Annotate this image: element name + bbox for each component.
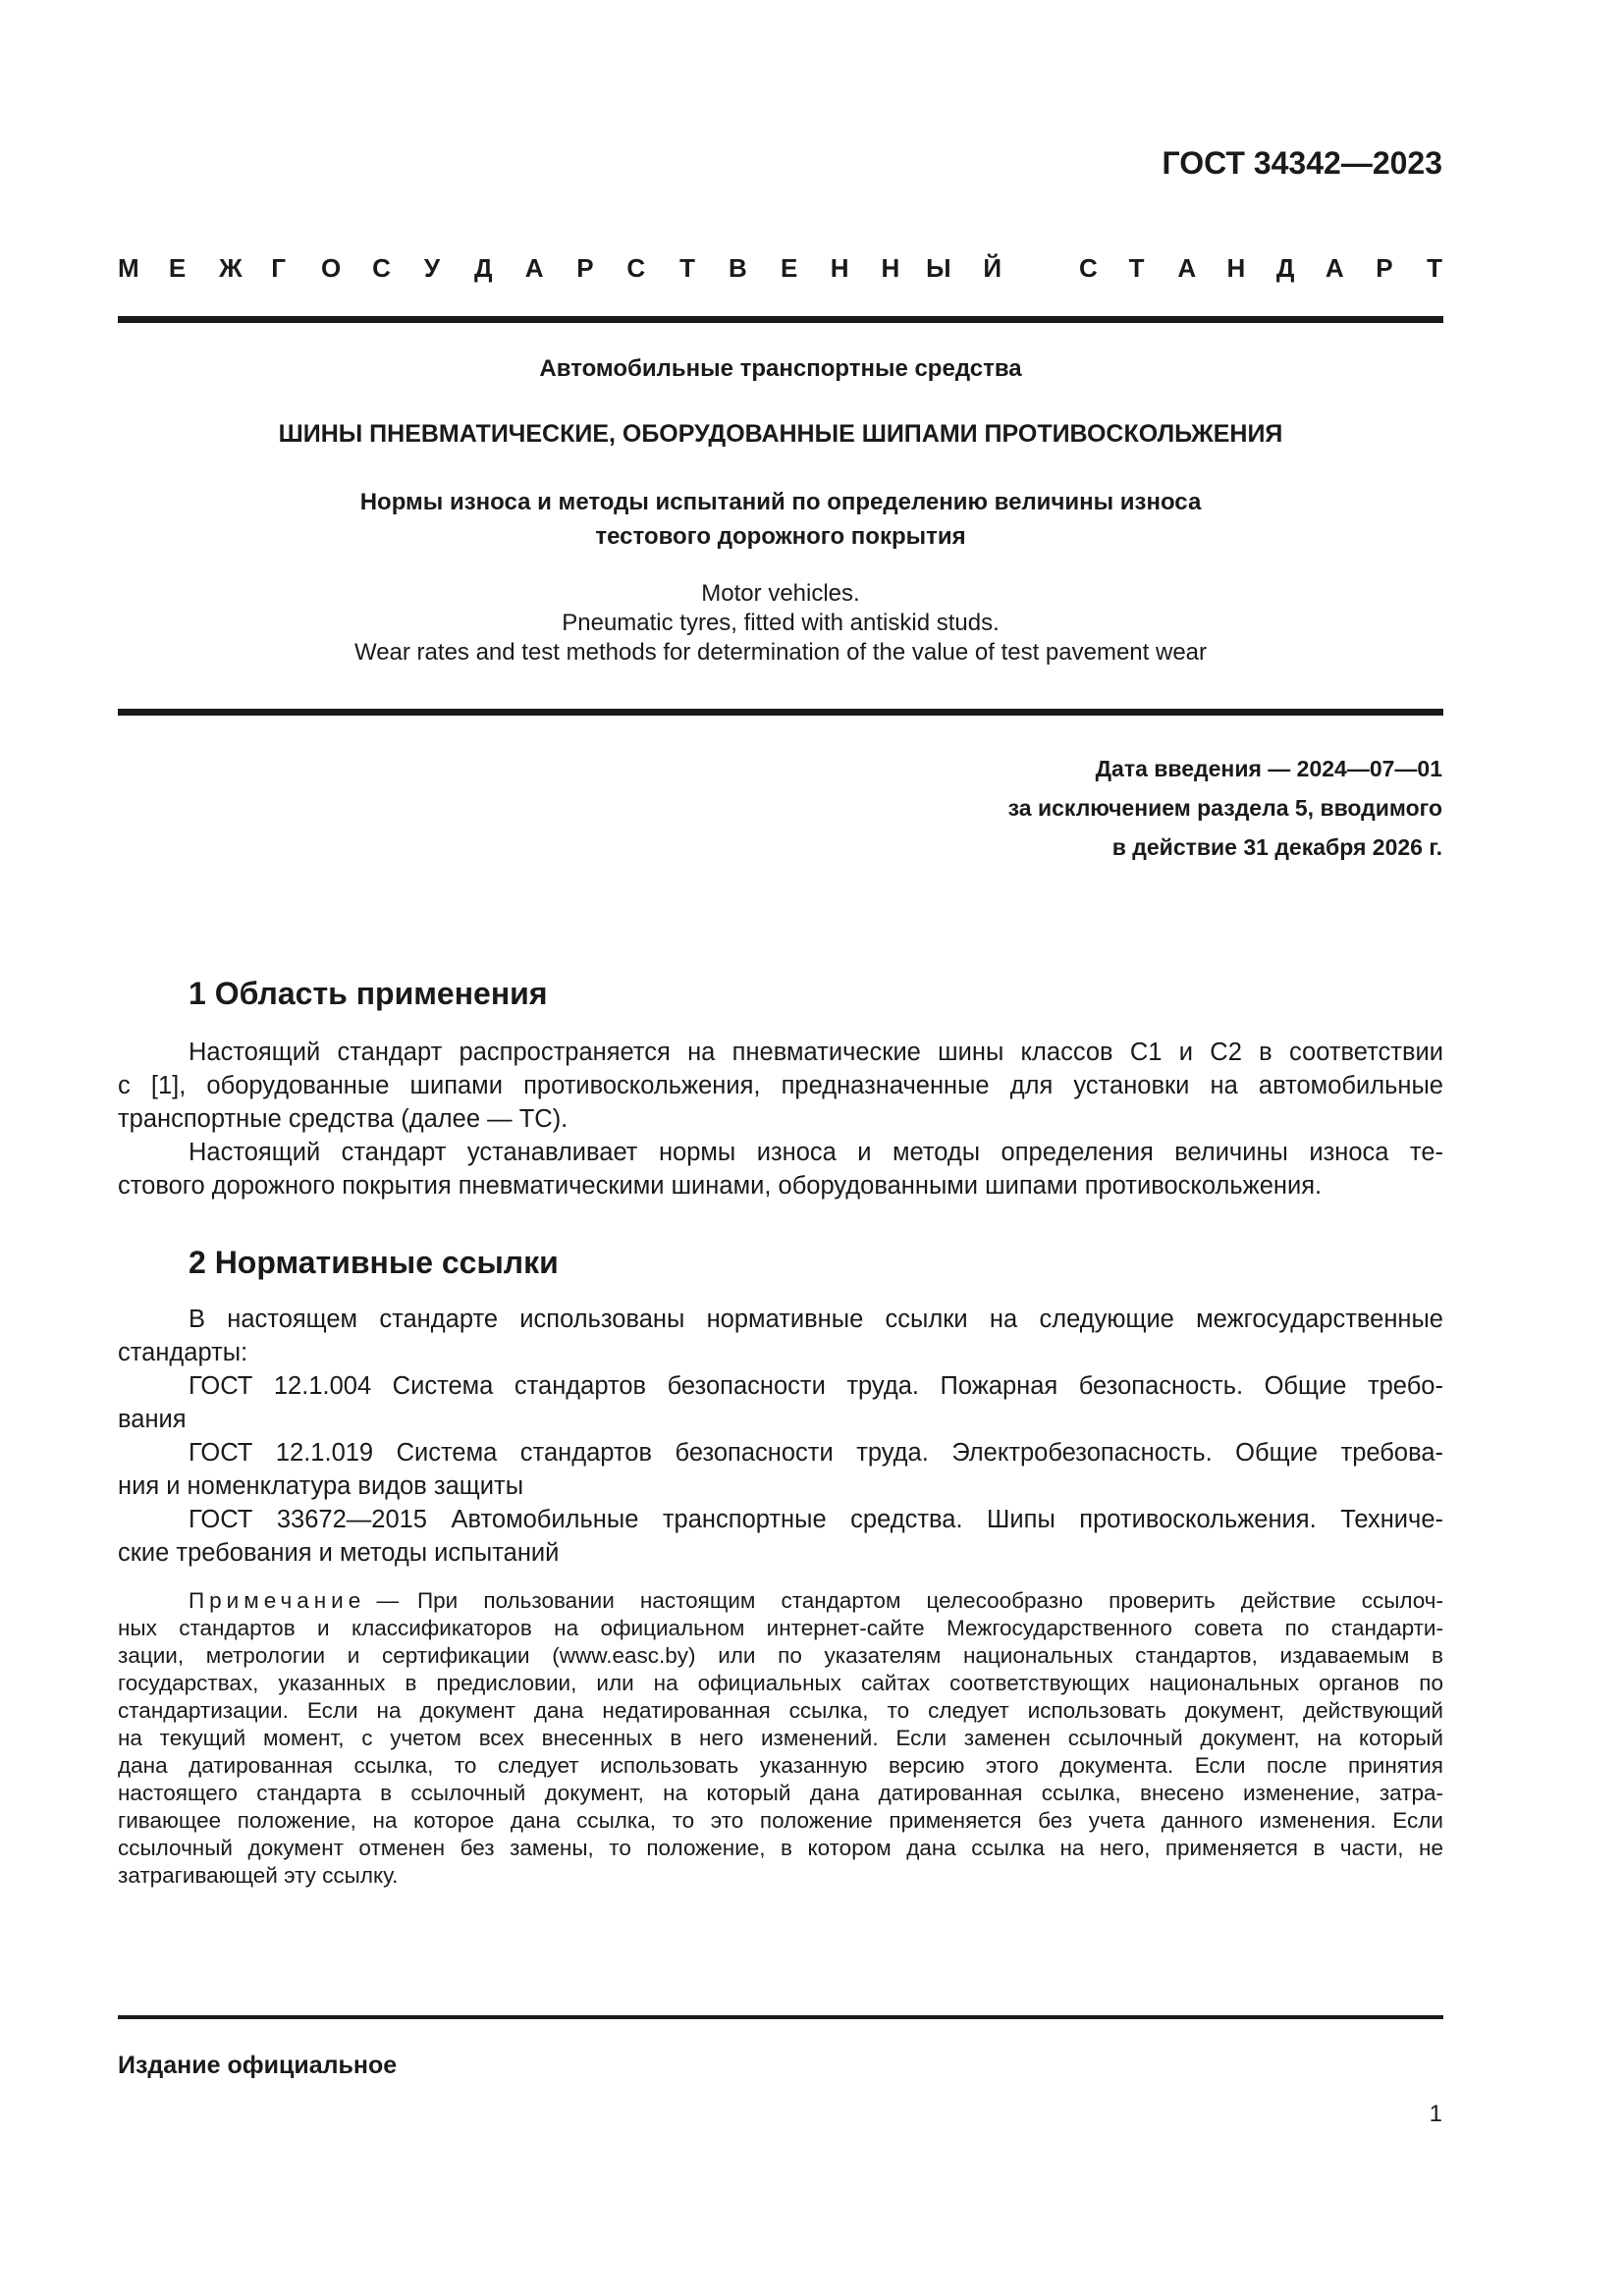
section-2-body <box>118 1303 1443 1570</box>
note-line: ссылочный документ отменен без замены, то положение, в котором дана ссылка на него, применяется в части, не <box>118 1836 1443 1860</box>
subtitle-line: тестового дорожного покрытия <box>595 523 966 550</box>
intro-date-line: за исключением раздела 5, вводимого <box>1007 795 1442 821</box>
spread-letter: А <box>524 253 544 283</box>
spread-letter: Й <box>983 253 1001 283</box>
title-english <box>118 579 1443 667</box>
note-line: ных стандартов и классификаторов на официальном интернет-сайте Межгосударственного совета по стандарти- <box>118 1616 1443 1640</box>
text-line: В настоящем стандарте использованы нормативные ссылки на следующие межгосударственные <box>189 1306 1443 1333</box>
english-title-line: Pneumatic tyres, fitted with antiskid studs. <box>562 610 1000 636</box>
note-label: Примечание — <box>189 1588 404 1613</box>
text-line: Настоящий стандарт устанавливает нормы износа и методы определения величины износа те- <box>189 1139 1443 1166</box>
note-line: на текущий момент, с учетом всех внесенных в него изменений. Если заменен ссылочный документ, на который <box>118 1726 1443 1750</box>
note-line: Примечание — При пользовании настоящим стандартом целесообразно проверить действие ссылоч- <box>189 1588 1443 1613</box>
spread-letter: Т <box>1128 253 1145 283</box>
footer-rule <box>118 2015 1443 2019</box>
spread-letter: Н <box>830 253 849 283</box>
note-block <box>118 1587 1443 1890</box>
subtitle-line: Нормы износа и методы испытаний по определению величины износа <box>359 489 1202 515</box>
reference-line: ские требования и методы испытаний <box>118 1539 560 1567</box>
top-rule <box>118 316 1443 323</box>
note-line: стандартизации. Если на документ дана недатированная ссылка, то следует использовать документ, действующий <box>118 1698 1443 1723</box>
note-line: настоящего стандарта в ссылочный документ, на который дана датированная ссылка, внесено изменение, затра- <box>118 1781 1443 1805</box>
text-line: транспортные средства (далее — ТС). <box>118 1105 568 1133</box>
section-1-body <box>118 1036 1443 1202</box>
text-line: с [1], оборудованные шипами противоскольжения, предназначенные для установки на автомобильные <box>118 1072 1443 1099</box>
title-category: Автомобильные транспортные средства <box>539 355 1022 382</box>
intro-date-line: Дата введения — 2024—07—01 <box>1095 756 1442 781</box>
section-2-title: 2 Нормативные ссылки <box>189 1245 559 1280</box>
note-line: государствах, указанных в предисловии, или на официальных сайтах соответствующих национальных органов по <box>118 1671 1443 1695</box>
reference-line: ГОСТ 12.1.019 Система стандартов безопасности труда. Электробезопасность. Общие требова- <box>189 1439 1443 1467</box>
title-bottom-rule <box>118 709 1443 716</box>
spread-letter: С <box>1079 253 1098 283</box>
spread-letter: Н <box>1226 253 1246 283</box>
spread-letter: Ы <box>926 253 951 283</box>
spread-letter: С <box>626 253 646 283</box>
title-subtitle <box>118 485 1443 554</box>
text-line: стандарты: <box>118 1339 248 1366</box>
spread-letter: Р <box>1376 253 1393 283</box>
spread-letter: Т <box>1427 253 1442 283</box>
spread-letter: Д <box>1275 253 1295 283</box>
reference-line: вания <box>118 1406 187 1433</box>
standard-word <box>1079 253 1442 289</box>
english-title-line: Motor vehicles. <box>701 580 860 607</box>
interstate-word <box>118 253 1001 289</box>
reference-line: ния и номенклатура видов защиты <box>118 1472 524 1500</box>
spread-letter: С <box>372 253 391 283</box>
spread-letter: Е <box>168 253 187 283</box>
reference-line: ГОСТ 33672—2015 Автомобильные транспортные средства. Шипы противоскольжения. Техниче- <box>189 1506 1443 1533</box>
standard-type-heading <box>118 253 1442 289</box>
spread-letter: У <box>423 253 441 283</box>
introduction-date <box>1008 749 1442 867</box>
note-line: зации, метрологии и сертификации (www.easc.by) или по указателям национальных стандартов, издаваемым в <box>118 1643 1443 1668</box>
spread-letter: Д <box>473 253 493 283</box>
spread-letter: М <box>118 253 139 283</box>
reference-line: ГОСТ 12.1.004 Система стандартов безопасности труда. Пожарная безопасность. Общие требо- <box>189 1372 1443 1400</box>
spread-letter: А <box>1325 253 1344 283</box>
spread-letter: Е <box>780 253 798 283</box>
text-line: Настоящий стандарт распространяется на пневматические шины классов С1 и С2 в соответствии <box>189 1039 1443 1066</box>
intro-date-line: в действие 31 декабря 2026 г. <box>1111 834 1442 860</box>
text-line: стового дорожного покрытия пневматическими шинами, оборудованными шипами противоскольжения. <box>118 1172 1323 1200</box>
official-edition-label: Издание официальное <box>118 2052 398 2079</box>
spread-letter: В <box>729 253 747 283</box>
page-number: 1 <box>1429 2101 1442 2127</box>
spread-letter: Н <box>881 253 900 283</box>
section-1-title: 1 Область применения <box>189 976 548 1011</box>
spread-letter: А <box>1177 253 1197 283</box>
spread-letter: Т <box>679 253 695 283</box>
note-line: гивающее положение, на которое дана ссылка, то это положение применяется без учета данного изменения. Если <box>118 1808 1443 1833</box>
document-number: ГОСТ 34342—2023 <box>1162 145 1442 181</box>
spread-letter: Г <box>271 253 286 283</box>
spread-letter: Р <box>576 253 594 283</box>
title-main: ШИНЫ ПНЕВМАТИЧЕСКИЕ, ОБОРУДОВАННЫЕ ШИПАМИ ПРОТИВОСКОЛЬЖЕНИЯ <box>278 420 1283 448</box>
spread-letter: Ж <box>219 253 243 283</box>
english-title-line: Wear rates and test methods for determination of the value of test pavement wear <box>353 639 1208 666</box>
spread-letter: О <box>321 253 342 283</box>
note-line: дана датированная ссылка, то следует использовать указанную версию этого документа. Если после принятия <box>118 1753 1443 1778</box>
note-line: затрагивающей эту ссылку. <box>118 1863 399 1888</box>
